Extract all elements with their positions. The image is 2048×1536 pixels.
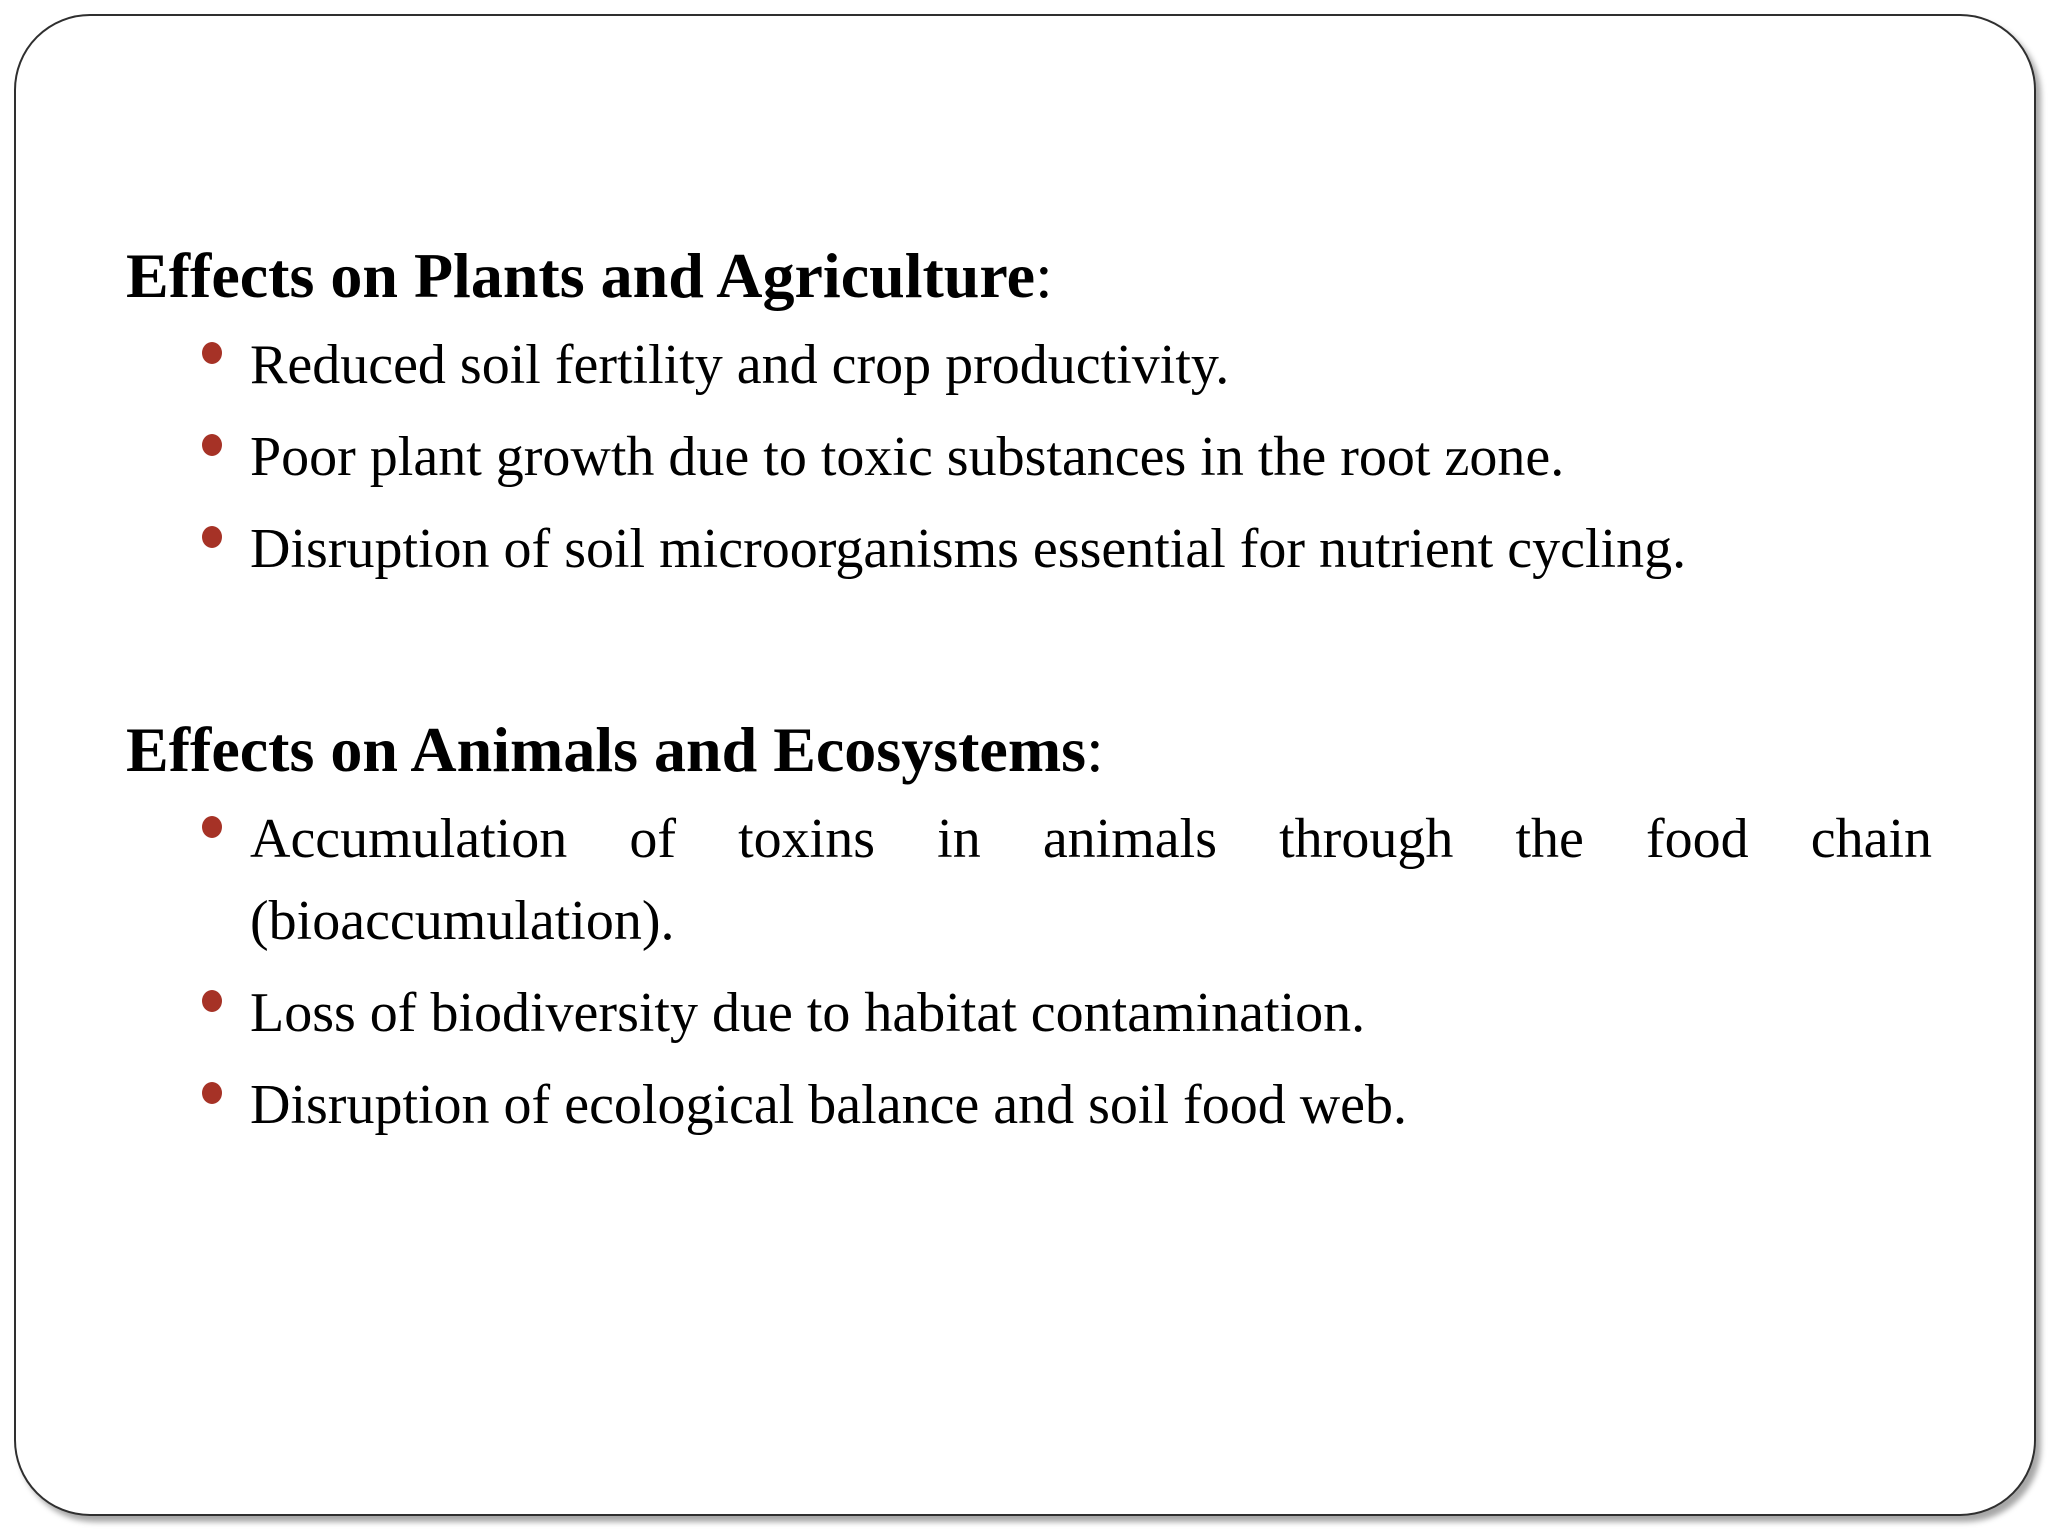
bullet-text: Accumulation of toxins in animals through the food chain (bioaccumulation). <box>250 808 1932 952</box>
slide-content <box>126 236 1932 1156</box>
bullet-item <box>126 508 1932 590</box>
bullet-dot-icon <box>202 1082 222 1104</box>
bullet-dot-icon <box>202 990 222 1012</box>
bullet-text: Disruption of soil microorganisms essential for nutrient cycling. <box>250 518 1687 580</box>
bullet-text: Disruption of ecological balance and soil food web. <box>250 1074 1407 1136</box>
bullet-list <box>126 798 1932 1146</box>
section-heading-text: Effects on Plants and Agriculture <box>126 240 1036 311</box>
bullet-text: Poor plant growth due to toxic substances in the root zone. <box>250 426 1565 488</box>
bullet-item <box>126 798 1932 962</box>
bullet-dot-icon <box>202 342 222 364</box>
bullet-item <box>126 972 1932 1054</box>
section-heading-text: Effects on Animals and Ecosystems <box>126 714 1087 785</box>
bullet-text: Reduced soil fertility and crop productivity. <box>250 334 1230 396</box>
section-plants-agriculture <box>126 236 1932 590</box>
heading-colon: : <box>1035 240 1053 311</box>
bullet-item <box>126 324 1932 406</box>
bullet-list <box>126 324 1932 590</box>
heading-colon: : <box>1086 714 1104 785</box>
bullet-dot-icon <box>202 434 222 456</box>
section-heading <box>126 710 1932 790</box>
bullet-dot-icon <box>202 526 222 548</box>
section-heading <box>126 236 1932 316</box>
bullet-item <box>126 416 1932 498</box>
bullet-text: Loss of biodiversity due to habitat contamination. <box>250 982 1366 1044</box>
bullet-item <box>126 1064 1932 1146</box>
bullet-dot-icon <box>202 816 222 838</box>
section-animals-ecosystems <box>126 710 1932 1146</box>
